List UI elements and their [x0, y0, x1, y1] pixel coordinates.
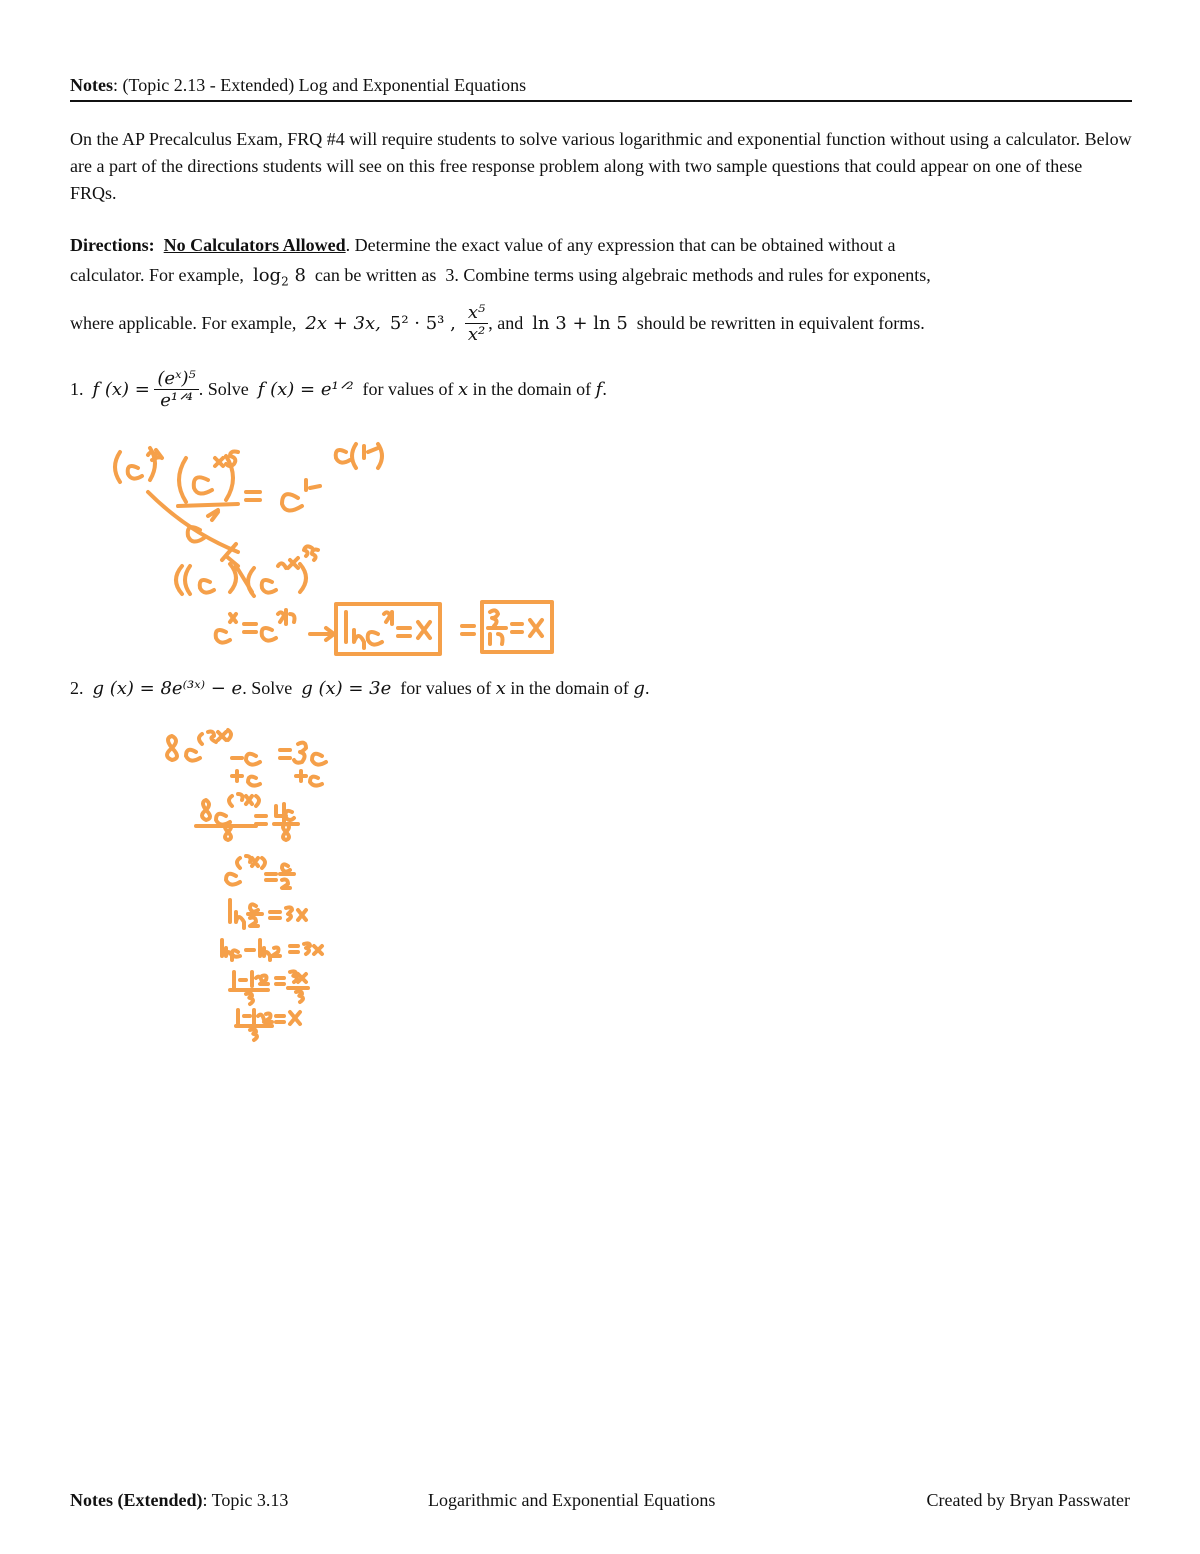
- hw-3x: [304, 943, 322, 954]
- hw-over-eight: [274, 824, 298, 840]
- hw-over-3: [236, 1026, 272, 1040]
- directions-line-2-c: 3. Combine terms using algebraic methods and rules for exponents,: [445, 265, 931, 285]
- hw-e-over-2: [248, 904, 262, 926]
- hw-e: [312, 754, 326, 765]
- footer-topic: : Topic 3.13: [202, 1490, 289, 1510]
- hw-1-ln2: [234, 972, 268, 988]
- hw-equals: [276, 1016, 284, 1022]
- hw-3x-over-3: [288, 971, 308, 1002]
- problem-1-tail-b: in the domain of: [472, 379, 592, 399]
- footer-right: Created by Bryan Passwater: [926, 1490, 1130, 1510]
- hw-3x: [286, 907, 306, 920]
- footer-center: Logarithmic and Exponential Equations: [428, 1490, 716, 1510]
- title-text: : (Topic 2.13 - Extended) Log and Exponential Equations: [113, 75, 527, 95]
- problem-2: 2. g (x) = 8e⁽³ˣ⁾ − e. Solve g (x) = 3e for values of x in the domain of g.: [70, 678, 650, 699]
- hw-exp: [237, 856, 265, 868]
- hw-e: [246, 754, 260, 765]
- hw-lne: [222, 940, 240, 960]
- problem-2-fname: g: [633, 678, 645, 699]
- directions-line-1-rest: . Determine the exact value of any expression that can be obtained without a: [345, 235, 896, 255]
- ln-example: ln 3 + ln 5: [532, 313, 628, 334]
- hw-eight: [202, 800, 210, 820]
- directions-label: Directions:: [70, 235, 155, 255]
- hw-1-ln2: [238, 1010, 272, 1024]
- problem-2-equation: g (x) = 3e: [301, 678, 392, 699]
- directions-line-3-b: , and: [488, 313, 524, 333]
- problem-1-equation: f (x) = e¹ᐟ²: [257, 379, 354, 400]
- hw-equals: [270, 912, 280, 918]
- quotient-example: $\frac{\text{x⁵}}{\text{x²}}$: [465, 302, 488, 345]
- hw-plus-e: [232, 771, 260, 786]
- no-calculators-emphasis: No Calculators Allowed: [163, 235, 346, 255]
- directions-line-3-c: should be rewritten in equivalent forms.: [636, 313, 925, 333]
- footer-label: Notes (Extended): [70, 1490, 203, 1510]
- problem-2-tail-a: for values of: [400, 678, 492, 698]
- hw-over-3: [230, 990, 268, 1004]
- problem-1-tail-a: for values of: [362, 379, 454, 399]
- directions-line-3-a: where applicable. For example,: [70, 313, 297, 333]
- hw-four-e: [276, 804, 294, 822]
- power-example: 5² · 5³ ,: [389, 313, 456, 334]
- hw-e: [226, 874, 240, 885]
- footer-left: [70, 1490, 288, 1511]
- directions-line-2-a: calculator. For example,: [70, 265, 244, 285]
- problem-1-function: f (x) =: [92, 379, 150, 400]
- log-example: $\log_2 8$: [252, 265, 306, 289]
- hw-equals: [280, 750, 290, 758]
- problem-1-var: x: [458, 379, 469, 400]
- hw-exp: [229, 794, 259, 806]
- problem-2-tail-b: in the domain of: [510, 678, 629, 698]
- problem-1-fraction: $\frac{\text{(eˣ)⁵}}{\text{e¹ᐟ⁴}}$: [154, 368, 198, 411]
- problem-2-var: x: [495, 678, 506, 699]
- hw-e-over-2: [280, 864, 294, 888]
- hw-equals: [256, 816, 266, 824]
- hw-equals: [276, 978, 284, 984]
- problem-1-fname: f: [595, 379, 603, 400]
- hw-three: [294, 743, 306, 763]
- title-label: Notes: [70, 75, 113, 95]
- hw-x: [290, 1012, 300, 1024]
- problem-1: 1. f (x) = $\frac{\text{(eˣ)⁵}}{\text{e¹ᐟ⁴}}$ . Solve f (x) = e¹ᐟ² for values of x in the domain of f.: [70, 368, 607, 411]
- directions-line-2-b: can be written as: [314, 265, 437, 285]
- hw-equals: [290, 946, 298, 952]
- hw-ln: [230, 900, 244, 928]
- hw-equals: [266, 874, 276, 880]
- intro-paragraph: On the AP Precalculus Exam, FRQ #4 will require students to solve various logarithmic and exponential function without using a calculator. Below are a part of the directions students will see on this free response problem along with two sample questions that could appear on one of these FRQs.: [70, 129, 1132, 203]
- sum-example: 2x + 3x,: [305, 313, 381, 334]
- hw-eight: [167, 736, 177, 760]
- hw-plus-e: [296, 771, 322, 786]
- problem-2-solve: . Solve: [242, 678, 293, 698]
- problem-1-solve: . Solve: [198, 379, 249, 399]
- problem-2-number: 2.: [70, 678, 84, 698]
- problem-1-number: 1.: [70, 379, 84, 399]
- problem-2-function: g (x) = 8e⁽³ˣ⁾ − e: [92, 678, 243, 699]
- hw-exp: [199, 730, 231, 744]
- hw-e: [186, 750, 200, 761]
- handwriting-strokes-2: [167, 730, 326, 1040]
- hw-ln2: [260, 940, 280, 960]
